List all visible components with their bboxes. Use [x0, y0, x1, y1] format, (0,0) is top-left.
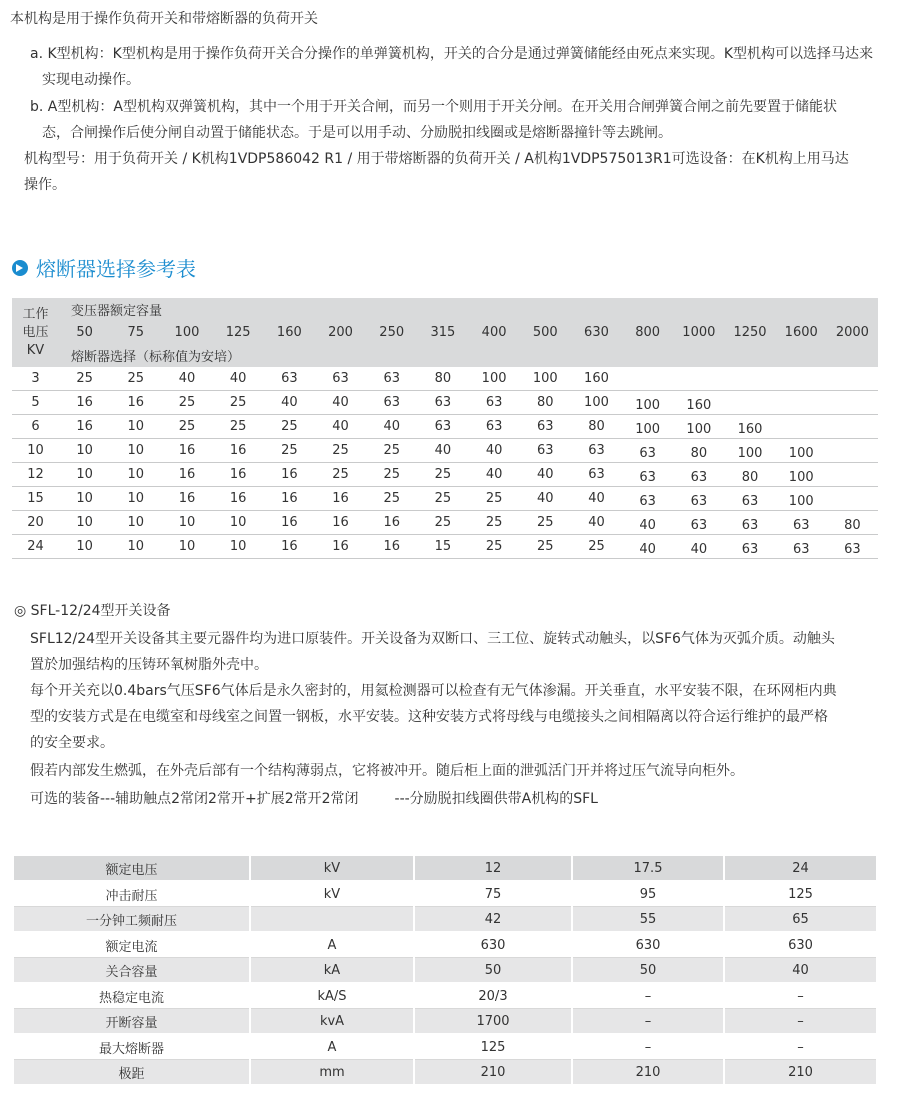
fuse-value-cell: 100 — [571, 391, 622, 415]
fuse-value-cell: 16 — [315, 511, 366, 535]
fuse-value-cell: 160 — [571, 367, 622, 391]
fuse-value-cell: 40 — [315, 391, 366, 415]
fuse-value-cell: 10 — [59, 511, 110, 535]
fuse-value-cell: 63 — [827, 535, 878, 559]
a-mechanism-paragraph — [30, 94, 890, 146]
fuse-value-cell: 40 — [622, 535, 673, 559]
fuse-value-cell: 63 — [622, 487, 673, 511]
capacity-value: 400 — [469, 321, 520, 344]
fuse-value-cell: 25 — [315, 439, 366, 463]
optional-equipment-part: 可选的装备---辅助触点2常闭2常开+扩展2常开2常闭 — [30, 791, 359, 807]
mechanism-model-line: 操作。 — [24, 177, 66, 193]
table-row — [12, 439, 878, 463]
fuse-value-cell: 100 — [776, 439, 827, 463]
fuse-value-cell: 63 — [264, 367, 315, 391]
spec-value-cell: 24 — [724, 856, 876, 881]
spec-value-cell: 65 — [724, 907, 876, 933]
fuse-value-cell: 16 — [59, 415, 110, 439]
capacity-header: 变压器额定容量 — [59, 298, 878, 321]
spec-value-cell: A — [250, 932, 414, 958]
fuse-value-cell: 63 — [469, 415, 520, 439]
fuse-value-cell — [827, 463, 878, 487]
spec-param-cell: 关合容量 — [14, 958, 250, 984]
spec-value-cell: 210 — [724, 1060, 876, 1086]
spec-value-cell: 40 — [724, 958, 876, 984]
fuse-value-cell: 16 — [264, 535, 315, 559]
fuse-value-cell: 10 — [110, 511, 161, 535]
spec-param-cell: 开断容量 — [14, 1009, 250, 1035]
fuse-value-cell: 63 — [776, 535, 827, 559]
sfl-line: SFL12/24型开关设备其主要元器件均为进口原装件。开关设备为双断口、三工位、旋转式动触头，以SF6气体为灭弧介质。动触头 — [30, 631, 835, 647]
fuse-value-cell: 10 — [59, 487, 110, 511]
fuse-value-cell — [776, 367, 827, 391]
spec-param-cell: 额定电流 — [14, 932, 250, 958]
capacity-value: 800 — [622, 321, 673, 344]
fuse-value-cell: 40 — [264, 391, 315, 415]
fuse-value-cell: 25 — [469, 511, 520, 535]
capacity-value: 2000 — [827, 321, 878, 344]
fuse-selection-table — [12, 298, 878, 559]
fuse-value-cell: 10 — [213, 535, 264, 559]
fuse-value-cell: 25 — [571, 535, 622, 559]
k-mechanism-line: 实现电动操作。 — [42, 72, 140, 88]
spec-value-cell: 17.5 — [572, 856, 724, 881]
fuse-section-title: 熔断器选择参考表 — [36, 257, 196, 281]
fuse-value-cell: 40 — [161, 367, 212, 391]
spec-param-cell: 额定电压 — [14, 856, 250, 881]
fuse-value-cell: 100 — [520, 367, 571, 391]
fuse-value-cell: 10 — [110, 463, 161, 487]
spec-value-cell: 630 — [724, 932, 876, 958]
fuse-value-cell: 63 — [520, 439, 571, 463]
fuse-value-cell — [827, 487, 878, 511]
fuse-value-cell: 63 — [673, 487, 724, 511]
spec-param-cell: 一分钟工频耐压 — [14, 907, 250, 933]
spec-value-cell: kV — [250, 856, 414, 881]
fuse-value-cell: 63 — [571, 463, 622, 487]
fuse-value-cell: 63 — [417, 415, 468, 439]
spec-value-cell: – — [724, 1034, 876, 1060]
fuse-value-cell: 63 — [366, 367, 417, 391]
capacity-value: 1600 — [776, 321, 827, 344]
fuse-value-cell: 25 — [315, 463, 366, 487]
spec-value-cell: – — [724, 983, 876, 1009]
fuse-value-cell: 63 — [724, 511, 775, 535]
fuse-value-cell: 10 — [110, 487, 161, 511]
fuse-value-cell: 100 — [724, 439, 775, 463]
spec-param-cell: 冲击耐压 — [14, 881, 250, 907]
table-row — [14, 932, 876, 958]
intro-title: 本机构是用于操作负荷开关和带熔断器的负荷开关 — [10, 11, 318, 27]
mechanism-model-paragraph — [24, 146, 890, 198]
fuse-value-cell: 25 — [520, 511, 571, 535]
fuse-value-cell: 63 — [673, 463, 724, 487]
fuse-value-cell: 40 — [315, 415, 366, 439]
fuse-value-cell — [827, 439, 878, 463]
sfl-paragraph-3: 假若内部发生燃弧，在外壳后部有一个结构薄弱点，它将被冲开。随后柜上面的泄弧活门开并将过压气流导向柜外。 — [30, 763, 744, 779]
spec-value-cell: A — [250, 1034, 414, 1060]
fuse-value-cell: 40 — [520, 487, 571, 511]
table-row — [12, 487, 878, 511]
fuse-value-cell: 10 — [59, 535, 110, 559]
fuse-value-cell: 40 — [673, 535, 724, 559]
voltage-header-text: KV — [26, 342, 45, 358]
spec-table — [14, 856, 876, 1086]
k-mechanism-line: a. K型机构：K型机构是用于操作负荷开关合分操作的单弹簧机构，开关的合分是通过弹簧储能经由死点来实现。K型机构可以选择马达来 — [30, 46, 874, 62]
fuse-value-cell: 16 — [161, 463, 212, 487]
sfl-line: 型的安装方式是在电缆室和母线室之间置一钢板，水平安装。这种安装方式将母线与电缆接头之间相隔离以符合运行维护的最严格 — [30, 709, 828, 725]
capacity-value: 315 — [417, 321, 468, 344]
spec-value-cell: 1700 — [414, 1009, 572, 1035]
spec-value-cell: kV — [250, 881, 414, 907]
table-row — [12, 511, 878, 535]
capacity-value: 200 — [315, 321, 366, 344]
fuse-value-cell: 16 — [110, 391, 161, 415]
fuse-value-cell: 100 — [776, 463, 827, 487]
capacity-value: 630 — [571, 321, 622, 344]
fuse-value-cell: 100 — [469, 367, 520, 391]
fuse-value-cell: 25 — [469, 487, 520, 511]
fuse-value-cell: 25 — [520, 535, 571, 559]
spec-value-cell: 125 — [724, 881, 876, 907]
fuse-value-cell: 10 — [161, 511, 212, 535]
fuse-value-cell: 40 — [213, 367, 264, 391]
k-mechanism-paragraph — [30, 41, 890, 93]
spec-value-cell: 75 — [414, 881, 572, 907]
spec-value-cell: 42 — [414, 907, 572, 933]
fuse-value-cell: 80 — [571, 415, 622, 439]
fuse-value-cell: 80 — [827, 511, 878, 535]
fuse-value-cell — [724, 367, 775, 391]
fuse-value-cell: 25 — [417, 487, 468, 511]
fuse-value-cell: 63 — [724, 535, 775, 559]
fuse-value-cell: 25 — [366, 439, 417, 463]
fuse-value-cell: 40 — [622, 511, 673, 535]
spec-value-cell: 210 — [414, 1060, 572, 1086]
spec-value-cell: kvA — [250, 1009, 414, 1035]
fuse-value-cell — [827, 391, 878, 415]
voltage-cell: 3 — [12, 367, 59, 391]
mechanism-model-line: 机构型号：用于负荷开关 / K机构1VDP586042 R1 / 用于带熔断器的负荷开关 / A机构1VDP575013R1可选设备：在K机构上用马达 — [24, 151, 849, 167]
fuse-value-cell: 25 — [161, 415, 212, 439]
spec-value-cell: 95 — [572, 881, 724, 907]
table-row — [12, 463, 878, 487]
table-row — [14, 1009, 876, 1035]
capacity-value: 160 — [264, 321, 315, 344]
fuse-value-cell: 16 — [315, 487, 366, 511]
fuse-value-cell: 10 — [59, 463, 110, 487]
fuse-value-cell — [776, 415, 827, 439]
fuse-value-cell: 80 — [520, 391, 571, 415]
fuse-value-cell: 10 — [161, 535, 212, 559]
spec-param-cell: 热稳定电流 — [14, 983, 250, 1009]
spec-value-cell — [250, 907, 414, 933]
voltage-cell: 10 — [12, 439, 59, 463]
fuse-value-cell: 25 — [366, 463, 417, 487]
optional-equipment-part: ---分励脱扣线圈供带A机构的SFL — [394, 791, 598, 807]
fuse-value-cell: 25 — [264, 439, 315, 463]
fuse-value-cell: 40 — [469, 439, 520, 463]
fuse-value-cell: 25 — [110, 367, 161, 391]
fuse-value-cell: 16 — [213, 463, 264, 487]
sfl-paragraph-2 — [30, 678, 890, 756]
fuse-value-cell: 10 — [213, 511, 264, 535]
fuse-value-cell: 63 — [622, 439, 673, 463]
spec-value-cell: 630 — [572, 932, 724, 958]
fuse-value-cell: 80 — [673, 439, 724, 463]
spec-value-cell: 50 — [572, 958, 724, 984]
spec-value-cell: – — [724, 1009, 876, 1035]
table-row — [14, 1060, 876, 1086]
fuse-value-cell: 63 — [724, 487, 775, 511]
capacity-value: 100 — [161, 321, 212, 344]
fuse-value-cell — [776, 391, 827, 415]
spec-value-cell: – — [572, 1009, 724, 1035]
fuse-value-cell: 40 — [571, 487, 622, 511]
fuse-value-cell: 16 — [213, 487, 264, 511]
fuse-value-cell: 63 — [366, 391, 417, 415]
fuse-value-cell: 16 — [315, 535, 366, 559]
spec-value-cell: 12 — [414, 856, 572, 881]
fuse-value-cell: 100 — [673, 415, 724, 439]
a-mechanism-line: 态，合闸操作后使分闸自动置于储能状态。于是可以用手动、分励脱扣线圈或是熔断器撞针等去跳闸。 — [42, 125, 672, 141]
fuse-value-cell: 25 — [366, 487, 417, 511]
voltage-header-cell — [12, 298, 59, 367]
fuse-value-cell: 160 — [673, 391, 724, 415]
capacity-value: 50 — [59, 321, 110, 344]
spec-value-cell: 20/3 — [414, 983, 572, 1009]
spec-param-cell: 极距 — [14, 1060, 250, 1086]
spec-value-cell: 55 — [572, 907, 724, 933]
arrow-circle-icon — [12, 260, 28, 276]
fuse-value-cell: 40 — [520, 463, 571, 487]
spec-value-cell: 630 — [414, 932, 572, 958]
fuse-value-cell: 16 — [213, 439, 264, 463]
fuse-value-cell: 100 — [776, 487, 827, 511]
table-row — [14, 958, 876, 984]
table-row — [12, 535, 878, 559]
fuse-value-cell: 63 — [469, 391, 520, 415]
fuse-header: 熔断器选择（标称值为安培） — [59, 344, 878, 367]
table-row — [14, 881, 876, 907]
table-row — [14, 856, 876, 881]
sfl-line: 的安全要求。 — [30, 735, 114, 751]
fuse-value-cell: 25 — [59, 367, 110, 391]
sfl-line: 置於加强结构的压铸环氧树脂外壳中。 — [30, 657, 268, 673]
capacity-value: 1000 — [673, 321, 724, 344]
fuse-value-cell: 16 — [59, 391, 110, 415]
sfl-optional-equipment — [30, 786, 890, 812]
fuse-value-cell: 25 — [264, 415, 315, 439]
fuse-value-cell: 25 — [417, 511, 468, 535]
spec-value-cell: 50 — [414, 958, 572, 984]
fuse-value-cell: 10 — [110, 439, 161, 463]
spec-value-cell: – — [572, 1034, 724, 1060]
capacity-value: 1250 — [724, 321, 775, 344]
fuse-value-cell: 25 — [213, 391, 264, 415]
fuse-value-cell: 63 — [571, 439, 622, 463]
spec-value-cell: 125 — [414, 1034, 572, 1060]
fuse-value-cell: 63 — [776, 511, 827, 535]
sfl-title: ◎ SFL-12/24型开关设备 — [14, 603, 171, 619]
capacity-value: 125 — [213, 321, 264, 344]
fuse-value-cell: 16 — [264, 463, 315, 487]
fuse-value-cell: 25 — [469, 535, 520, 559]
fuse-value-cell — [673, 367, 724, 391]
capacity-value: 75 — [110, 321, 161, 344]
fuse-value-cell: 63 — [417, 391, 468, 415]
table-row — [12, 367, 878, 391]
fuse-value-cell — [827, 367, 878, 391]
fuse-value-cell: 40 — [366, 415, 417, 439]
spec-value-cell: 210 — [572, 1060, 724, 1086]
fuse-value-cell: 80 — [724, 463, 775, 487]
fuse-value-cell: 63 — [673, 511, 724, 535]
fuse-value-cell: 100 — [622, 391, 673, 415]
voltage-header-text: 工作 — [22, 306, 49, 322]
fuse-value-cell: 16 — [264, 487, 315, 511]
fuse-value-cell: 100 — [622, 415, 673, 439]
table-row — [14, 907, 876, 933]
sfl-line: 每个开关充以0.4bars气压SF6气体后是永久密封的，用氦检测器可以检查有无气体渗漏。开关垂直，水平安装不限，在环网柜内典 — [30, 683, 837, 699]
fuse-section-heading — [12, 253, 196, 282]
table-row — [12, 391, 878, 415]
spec-param-cell: 最大熔断器 — [14, 1034, 250, 1060]
voltage-cell: 12 — [12, 463, 59, 487]
voltage-cell: 6 — [12, 415, 59, 439]
fuse-value-cell: 25 — [161, 391, 212, 415]
fuse-value-cell: 25 — [417, 463, 468, 487]
voltage-cell: 15 — [12, 487, 59, 511]
table-row — [14, 983, 876, 1009]
fuse-value-cell — [724, 391, 775, 415]
fuse-value-cell: 10 — [110, 535, 161, 559]
table-row — [12, 415, 878, 439]
fuse-value-cell: 16 — [161, 487, 212, 511]
voltage-cell: 24 — [12, 535, 59, 559]
fuse-value-cell: 63 — [315, 367, 366, 391]
fuse-value-cell: 63 — [520, 415, 571, 439]
fuse-value-cell — [622, 367, 673, 391]
capacity-value: 250 — [366, 321, 417, 344]
spec-value-cell: mm — [250, 1060, 414, 1086]
fuse-value-cell: 40 — [469, 463, 520, 487]
capacity-value: 500 — [520, 321, 571, 344]
fuse-value-cell: 40 — [571, 511, 622, 535]
spec-value-cell: kA — [250, 958, 414, 984]
voltage-cell: 20 — [12, 511, 59, 535]
spec-value-cell: – — [572, 983, 724, 1009]
fuse-value-cell: 80 — [417, 367, 468, 391]
fuse-value-cell: 10 — [59, 439, 110, 463]
fuse-value-cell: 10 — [110, 415, 161, 439]
spec-value-cell: kA/S — [250, 983, 414, 1009]
sfl-paragraph-1 — [30, 626, 890, 678]
fuse-value-cell: 16 — [366, 511, 417, 535]
voltage-cell: 5 — [12, 391, 59, 415]
a-mechanism-line: b. A型机构：A型机构双弹簧机构，其中一个用于开关合闸，而另一个则用于开关分闸。在开关用合闸弹簧合闸之前先要置于储能状 — [30, 99, 837, 115]
fuse-value-cell — [827, 415, 878, 439]
fuse-value-cell: 16 — [161, 439, 212, 463]
fuse-value-cell: 160 — [724, 415, 775, 439]
fuse-value-cell: 15 — [417, 535, 468, 559]
fuse-value-cell: 25 — [213, 415, 264, 439]
table-row — [14, 1034, 876, 1060]
fuse-value-cell: 16 — [366, 535, 417, 559]
fuse-value-cell: 16 — [264, 511, 315, 535]
fuse-value-cell: 40 — [417, 439, 468, 463]
voltage-header-text: 电压 — [22, 324, 49, 340]
fuse-value-cell: 63 — [622, 463, 673, 487]
